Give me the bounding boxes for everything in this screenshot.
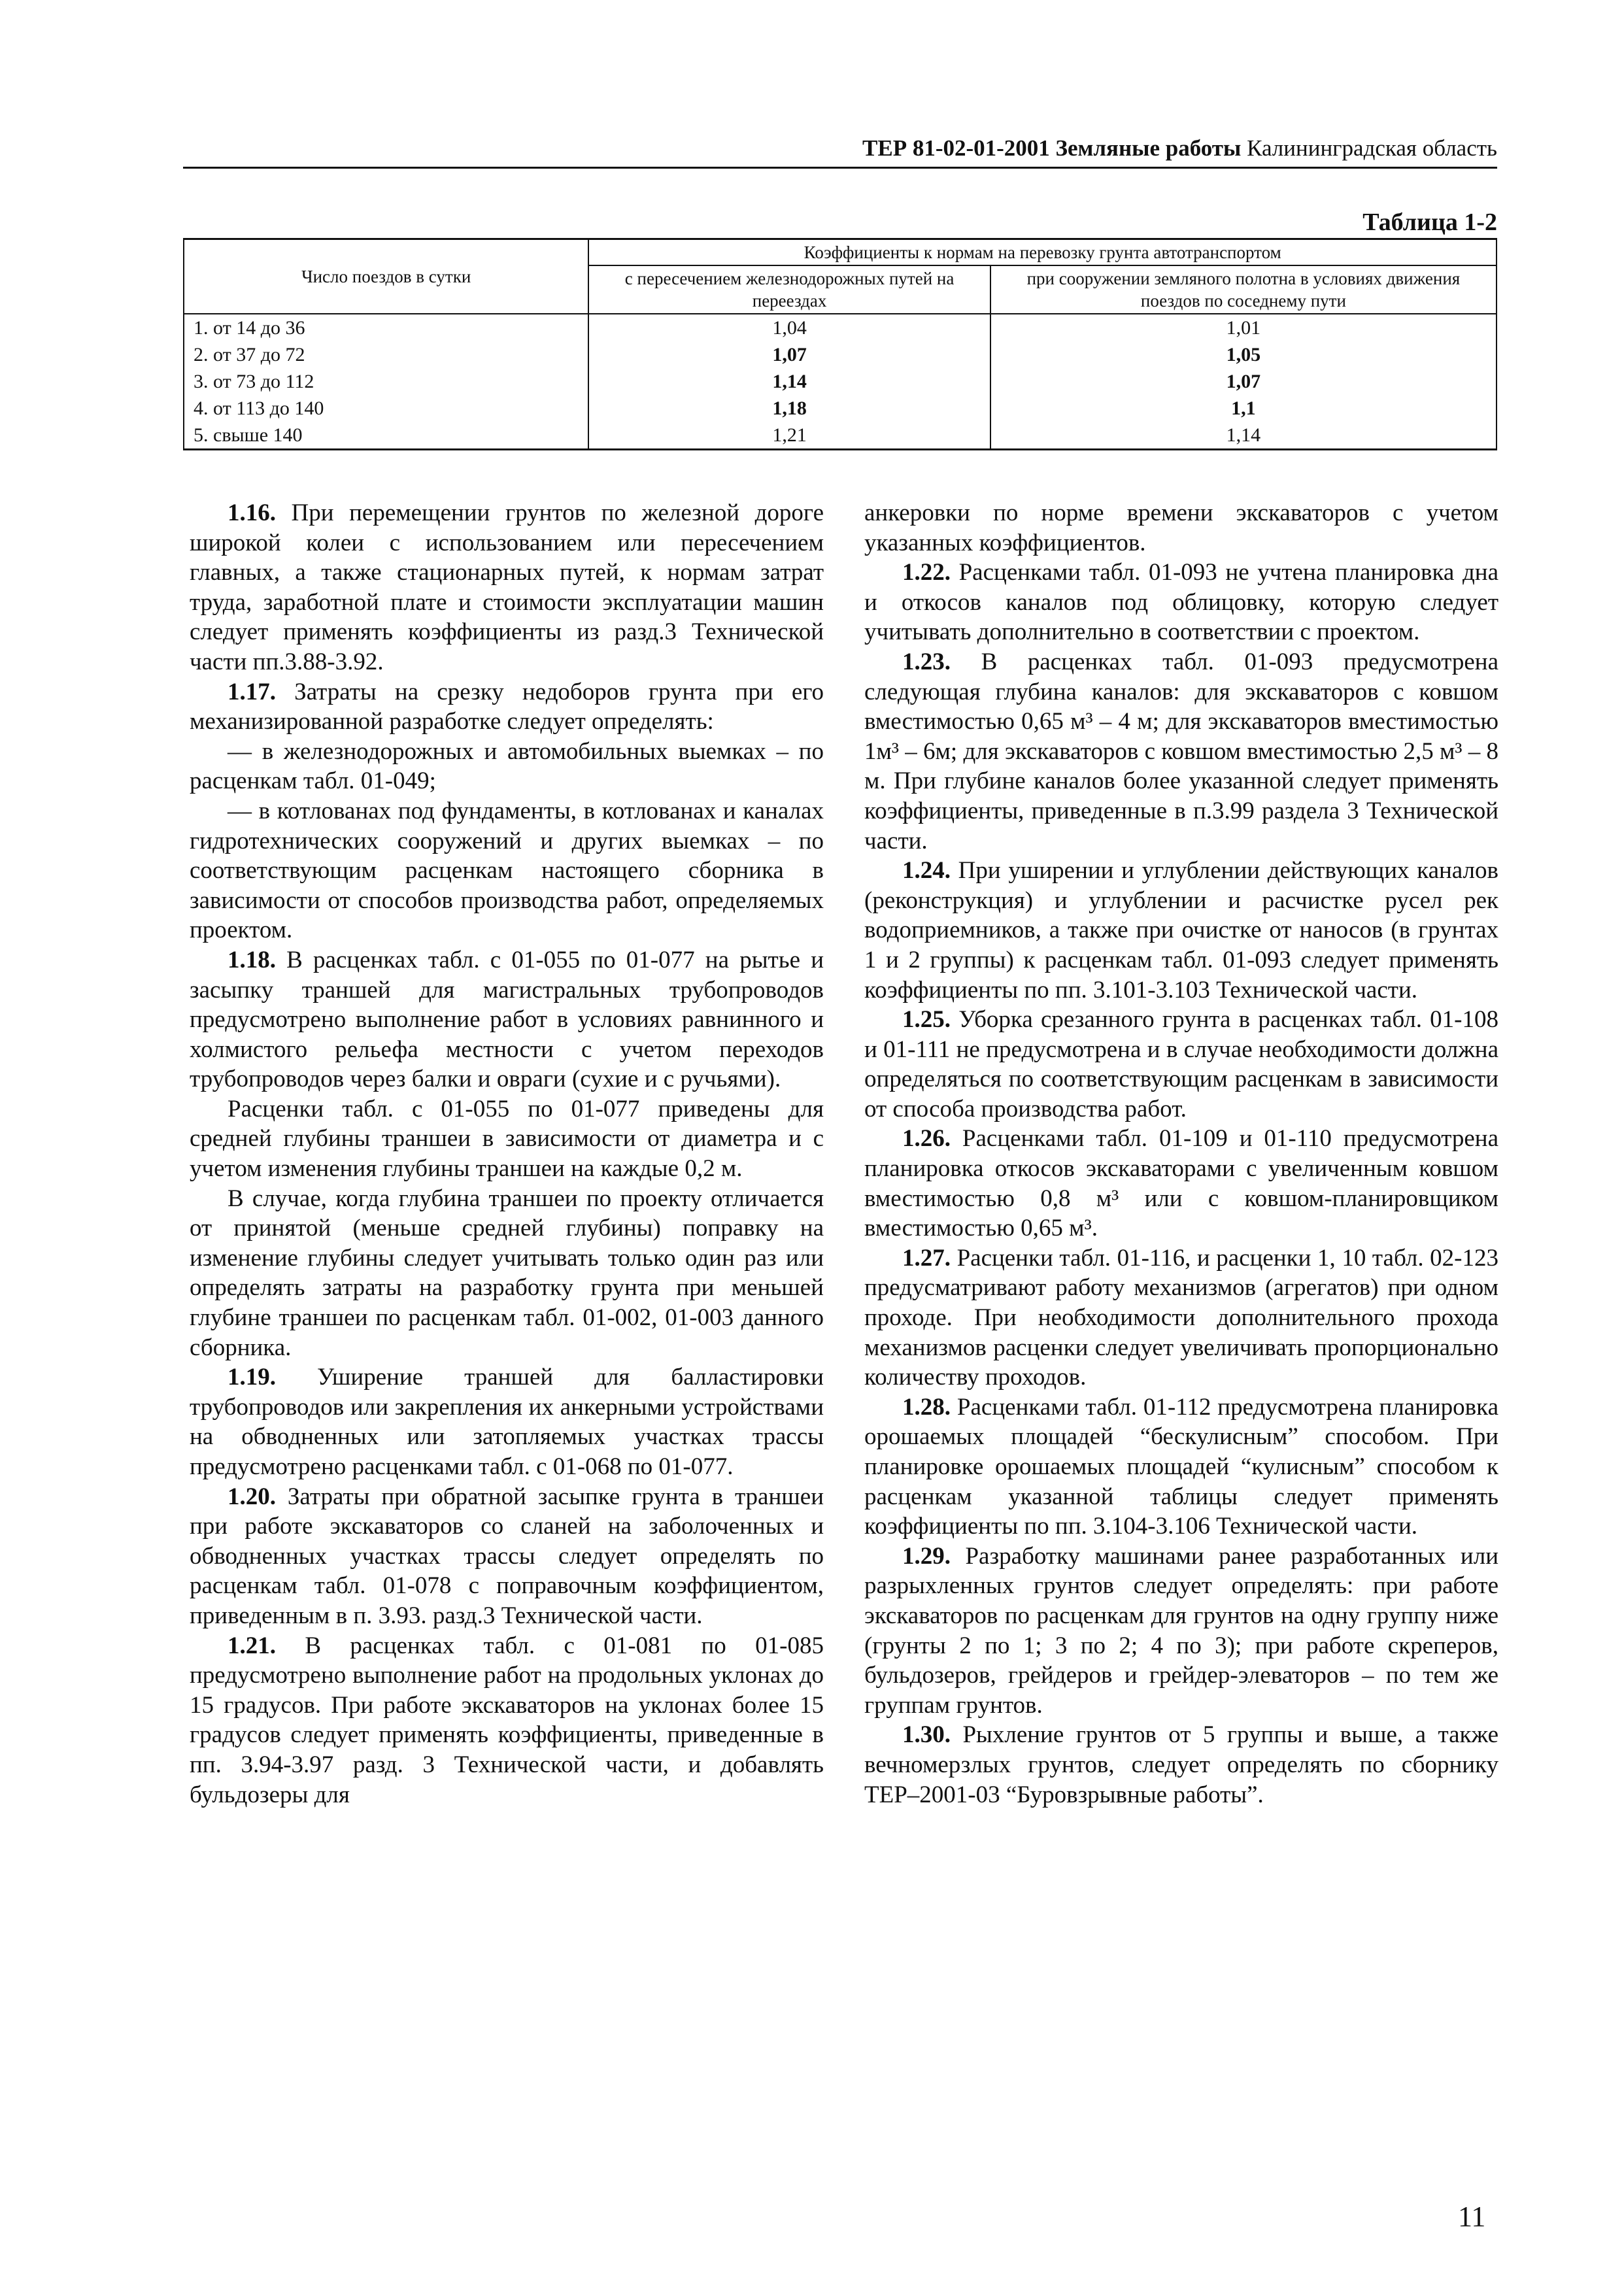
clause-number: 1.16. — [228, 499, 276, 526]
table-row — [184, 314, 1497, 341]
clause-text: анкеровки по норме времени экскаваторов с учетом указанных коэффициентов. — [864, 499, 1498, 556]
clause-number: 1.22. — [902, 559, 951, 586]
clause-text: В расценках табл. 01-093 предусмотрена следующая глубина каналов: для экскаваторов с ковшом вместимостью 0,65 м³ – 4 м; для экскаваторов вместимостью 1м³ – 6м; для экскаваторов с ковшом вместимостью 2,5 м³ – 8 м. При глубине каналов более указанной следует применять коэффициенты, приведенные в п.3.99 раздела 3 Технической части. — [864, 648, 1498, 854]
paragraph — [864, 856, 1498, 1005]
clause-text: В случае, когда глубина траншеи по проекту отличается от принятой (меньше средней глубины) поправку на изменение глубины следует учитывать только один раз или определять затраты на разработку грунта при меньшей глубине траншеи по расценкам табл. 01-002, 01-003 данного сборника. — [190, 1185, 824, 1361]
paragraph — [864, 1720, 1498, 1810]
paragraph — [190, 945, 824, 1094]
right-text-column — [864, 498, 1498, 1810]
clause-number: 1.24. — [902, 857, 951, 885]
paragraph — [190, 1362, 824, 1481]
clause-number: 1.18. — [228, 946, 276, 973]
table-row — [184, 422, 1497, 450]
clause-text: В расценках табл. с 01-055 по 01-077 на рытье и засыпку траншей для магистральных трубопроводов предусмотрено выполнение работ в условиях равнинного и холмистого рельефа местности с учетом переходов трубопроводов через балки и овраги (сухие и с ручьями). — [190, 946, 824, 1093]
clause-text: Расценки табл. 01-116, и расценки 1, 10 табл. 02-123 предусматривают работу механизмов (агрегатов) при одном проходе. При необходимости дополнительного прохода механизмов расценки следует увеличивать пропорционально количеству проходов. — [864, 1244, 1498, 1391]
clause-number: 1.17. — [228, 678, 276, 705]
adjacent-track-coefficient: 1,05 — [990, 341, 1497, 368]
paragraph — [190, 796, 824, 945]
row-label: 1. от 14 до 36 — [184, 314, 588, 341]
clause-number: 1.23. — [902, 648, 951, 675]
clause-text: Расценками табл. 01-093 не учтена планировка дна и откосов каналов под облицовку, которую следует учитывать дополнительно в соответствии с проектом. — [864, 559, 1498, 646]
crossing-header: с пересечением железнодорожных путей на переездах — [588, 265, 990, 314]
adjacent-track-coefficient: 1,01 — [990, 314, 1497, 341]
paragraph — [864, 1542, 1498, 1721]
clause-number: 1.29. — [902, 1542, 951, 1570]
section-title: Земляные работы — [1055, 135, 1242, 161]
paragraph — [190, 677, 824, 737]
clause-text: В расценках табл. с 01-081 по 01-085 предусмотрено выполнение работ на продольных уклонах до 15 градусов. При работе экскаваторов на уклонах более 15 градусов следует применять коэффициенты, приведенные в пп. 3.94-3.97 разд. 3 Технической части, и добавлять бульдозеры для — [190, 1632, 824, 1808]
document-code: ТЕР 81-02-01-2001 — [862, 135, 1050, 161]
paragraph — [190, 1482, 824, 1631]
row-label: 2. от 37 до 72 — [184, 341, 588, 368]
table-row — [184, 395, 1497, 422]
table-row — [184, 341, 1497, 368]
paragraph — [864, 1005, 1498, 1124]
paragraph — [864, 1243, 1498, 1392]
clause-number: 1.20. — [228, 1483, 276, 1510]
clause-text: Затраты при обратной засыпке грунта в траншеи при работе экскаваторов со сланей на заболоченных и обводненных участках трассы следует определять по расценкам табл. 01-078 с поправочным коэффициентом, приведенным в п. 3.93. разд.3 Технической части. — [190, 1483, 824, 1629]
paragraph — [864, 1124, 1498, 1243]
page-number: 11 — [1458, 2201, 1486, 2233]
region-name: Калининградская область — [1247, 135, 1497, 161]
paragraph — [190, 737, 824, 796]
adjacent-track-coefficient: 1,14 — [990, 422, 1497, 450]
paragraph — [864, 1392, 1498, 1542]
clause-text: — в котлованах под фундаменты, в котлованах и каналах гидротехнических сооружений и других выемках – по соответствующим расценкам настоящего сборника в зависимости от способов производства работ, определяемых проектом. — [190, 797, 824, 944]
clause-number: 1.25. — [902, 1006, 951, 1034]
clause-text: Расценки табл. с 01-055 по 01-077 приведены для средней глубины траншеи в зависимости от диаметра и с учетом изменения глубины траншеи на каждые 0,2 м. — [190, 1095, 824, 1183]
clause-text: Рыхление грунтов от 5 группы и выше, а также вечномерзлых грунтов, следует определять по сборнику ТЕР–2001-03 “Буровзрывные работы”. — [864, 1721, 1498, 1808]
clause-number: 1.28. — [902, 1393, 951, 1421]
clause-text: Разработку машинами ранее разработанных или разрыхленных грунтов следует определять: при работе экскаваторов по расценкам для грунтов на одну группу ниже (грунты 2 по 1; 3 по 2; 4 по 3); при работе скреперов, бульдозеров, грейдеров и грейдер-элеваторов – по тем же группам грунтов. — [864, 1542, 1498, 1719]
clause-text: При перемещении грунтов по железной дороге широкой колеи с использованием или пересечением главных, а также стационарных путей, к нормам затрат труда, заработной плате и стоимости эксплуатации машин следует применять коэффициенты из разд.3 Технической части пп.3.88-3.92. — [190, 499, 824, 675]
clause-number: 1.19. — [228, 1364, 276, 1391]
row-label: 5. свыше 140 — [184, 422, 588, 450]
adjacent-track-header: при сооружении земляного полотна в условиях движения поездов по соседнему пути — [990, 265, 1497, 314]
left-text-column — [190, 498, 824, 1810]
crossing-coefficient: 1,21 — [588, 422, 990, 450]
row-label: 4. от 113 до 140 — [184, 395, 588, 422]
paragraph — [864, 647, 1498, 856]
trains-per-day-header: Число поездов в сутки — [184, 239, 588, 314]
crossing-coefficient: 1,04 — [588, 314, 990, 341]
clause-text: Уборка срезанного грунта в расценках табл. 01-108 и 01-111 не предусмотрена и в случае необходимости должна определяться по соответствующим расценкам в зависимости от способа производства работ. — [864, 1006, 1498, 1122]
paragraph — [190, 1631, 824, 1810]
clause-text: При уширении и углублении действующих каналов (реконструкция) и углублении и расчистке русел рек водоприемников, а также при очистке от наносов (в грунтах 1 и 2 группы) к расценкам табл. 01-093 следует применять коэффициенты по пп. 3.101-3.103 Технической части. — [864, 857, 1498, 1004]
row-label: 3. от 73 до 112 — [184, 368, 588, 395]
clause-number: 1.30. — [902, 1721, 951, 1749]
clause-text: Затраты на срезку недоборов грунта при его механизированной разработке следует определять: — [190, 678, 824, 735]
crossing-coefficient: 1,18 — [588, 395, 990, 422]
clause-number: 1.27. — [902, 1244, 951, 1272]
paragraph — [864, 558, 1498, 647]
coefficients-table — [183, 238, 1497, 450]
adjacent-track-coefficient: 1,1 — [990, 395, 1497, 422]
adjacent-track-coefficient: 1,07 — [990, 368, 1497, 395]
clause-text: Расценками табл. 01-109 и 01-110 предусмотрена планировка откосов экскаваторами с увеличенным ковшом вместимостью 0,8 м³ или с ковшом-планировщиком вместимостью 0,65 м³. — [864, 1125, 1498, 1242]
paragraph — [190, 498, 824, 677]
paragraph — [864, 498, 1498, 558]
table-row — [184, 368, 1497, 395]
coefficients-group-header: Коэффициенты к нормам на перевозку грунта автотранспортом — [588, 239, 1497, 266]
paragraph — [190, 1094, 824, 1184]
paragraph — [190, 1184, 824, 1363]
clause-text: Расценками табл. 01-112 предусмотрена планировка орошаемых площадей “бескулисным” способом. При планировке орошаемых площадей “кулисным” способом к расценкам указанной таблицы следует применять коэффициенты по пп. 3.104-3.106 Технической части. — [864, 1393, 1498, 1540]
clause-text: Уширение траншей для балластировки трубопроводов или закрепления их анкерными устройствами на обводненных или затопляемых участках трассы предусмотрено расценками табл. с 01-068 по 01-077. — [190, 1364, 824, 1480]
clause-text: — в железнодорожных и автомобильных выемках – по расценкам табл. 01-049; — [190, 737, 824, 795]
clause-number: 1.21. — [228, 1632, 276, 1659]
page-header — [183, 134, 1497, 169]
crossing-coefficient: 1,14 — [588, 368, 990, 395]
crossing-coefficient: 1,07 — [588, 341, 990, 368]
clause-number: 1.26. — [902, 1125, 951, 1153]
table-caption: Таблица 1-2 — [1362, 209, 1497, 236]
